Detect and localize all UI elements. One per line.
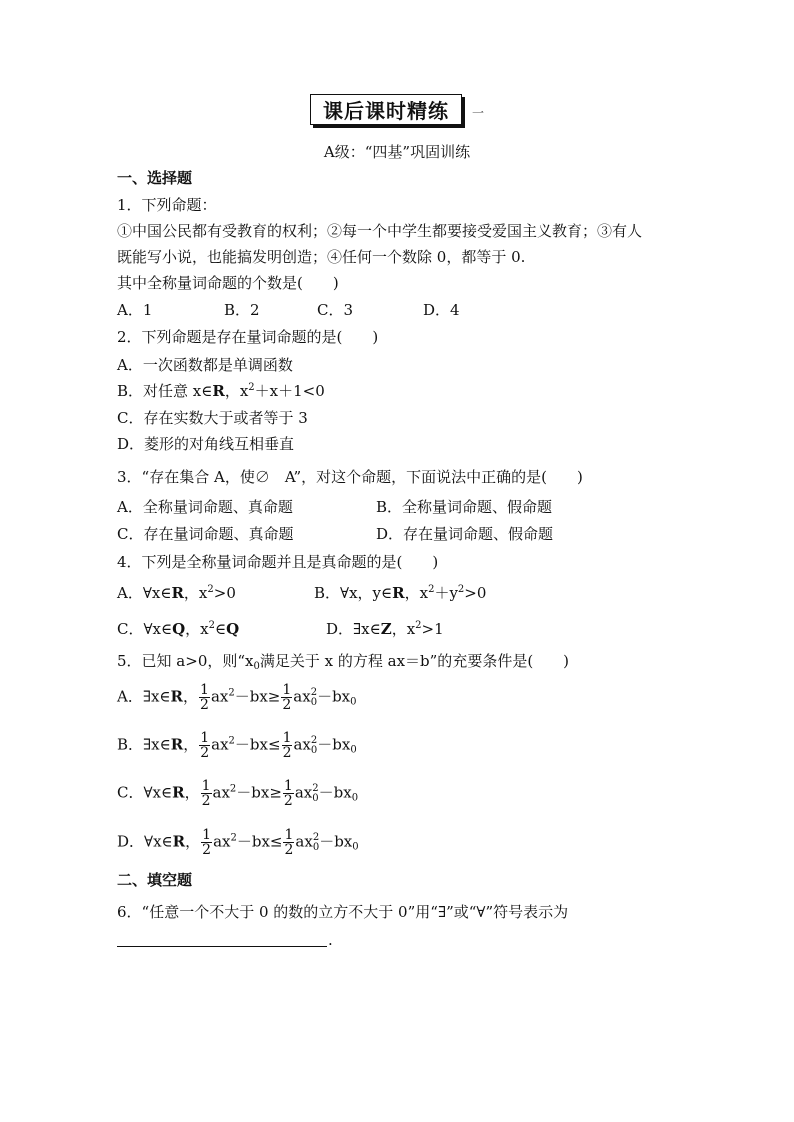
page-title-text: 课后课时精练 (323, 99, 449, 123)
q3-option-a: A．全称量词命题、真命题 (117, 498, 293, 516)
page-subtitle: A级：“四基”巩固训练 (323, 143, 471, 161)
q5-lhs-term: ax (211, 735, 229, 754)
q1-option-c: C．3 (317, 301, 354, 319)
q5-rhs-term: ax (295, 832, 313, 851)
q1-line3: 其中全称量词命题的个数是( ) (117, 274, 339, 292)
q5-quantifier: D．∀x∈ (117, 832, 173, 851)
q5-rhs-sub2: 0 (352, 841, 359, 853)
q4-option-c: C．∀x∈Q，$x^2\in Q$ (117, 620, 240, 638)
q5-rhs-fraction-numerator: 1 (284, 827, 294, 843)
q5-rhs-rest: －bx (319, 832, 353, 851)
q5-set: R (170, 687, 184, 706)
q5-rhs-exp: 2 (312, 782, 319, 794)
q5-rhs-fraction-denominator: 2 (282, 745, 292, 761)
q5-rhs-sub: 0 (312, 841, 320, 853)
title-mark: 一 (472, 106, 485, 120)
q5-set: R (172, 832, 186, 851)
q5-rhs-fraction-denominator: 2 (284, 842, 294, 858)
q5-quantifier: C．∀x∈ (117, 783, 173, 802)
q5-stem: 5．已知 a>0，则“$x_0$满足关于 x 的方程 ax＝b”的充要条件是( ) (117, 652, 570, 672)
q5-rhs-sub: 0 (310, 696, 318, 708)
q5-rhs-fraction-numerator: 1 (283, 778, 293, 794)
q3-option-c: C．存在量词命题、真命题 (117, 525, 294, 543)
q5-lhs-term: ax (210, 687, 229, 706)
q5-lhs-term: ax (213, 832, 231, 851)
q5-rhs-sub: 0 (310, 744, 318, 756)
q5-rhs-fraction-denominator: 2 (283, 793, 293, 809)
q5-lhs-fraction (201, 779, 212, 808)
q5-comma: ， (184, 783, 200, 802)
q5-lhs-fraction-numerator: 1 (201, 778, 211, 794)
q5-rhs-term: ax (294, 783, 313, 802)
q5-lhs-fraction (201, 828, 212, 857)
q3-option-d: D．存在量词命题、假命题 (376, 525, 554, 543)
q5-rhs-fraction (282, 731, 293, 760)
q5-option-a (117, 683, 357, 712)
q2-option-a: A．一次函数都是单调函数 (117, 356, 293, 374)
q5-comma: ， (185, 832, 201, 851)
q5-relation: ≥ (269, 783, 282, 802)
q5-lhs-exp: 2 (229, 783, 237, 795)
q6-end-period: . (328, 931, 333, 949)
q5-lhs-exp: 2 (228, 687, 235, 699)
q5-rhs-fraction (283, 779, 294, 808)
q5-rhs-exp: 2 (312, 831, 320, 843)
q2-option-b: B．对任意 x∈R，$x^2+x+1<0$ (117, 382, 325, 400)
q5-lhs-fraction (199, 731, 210, 760)
q4-stem: 4．下列是全称量词命题并且是真命题的是( ) (117, 553, 439, 571)
q5-option-c (117, 779, 358, 808)
q2-option-d: D．菱形的对角线互相垂直 (117, 435, 295, 453)
q2-option-c: C．存在实数大于或者等于 3 (117, 409, 308, 427)
q5-rhs-fraction (283, 828, 294, 857)
q5-lhs-fraction-denominator: 2 (200, 697, 209, 713)
q5-lhs-rest: －bx (236, 832, 270, 851)
q6-answer-blank[interactable] (117, 945, 327, 947)
q5-rhs-rest: －bx (317, 687, 351, 706)
q5-comma: ， (183, 687, 199, 706)
q5-lhs-fraction-numerator: 1 (200, 682, 209, 698)
q2-stem: 2．下列命题是存在量词命题的是( ) (117, 328, 379, 346)
q5-set: R (170, 735, 184, 754)
q1-option-b: B．2 (224, 301, 260, 319)
q1-option-d: D．4 (423, 301, 460, 319)
q5-lhs-rest: －bx (234, 687, 268, 706)
q5-rhs-exp: 2 (310, 686, 318, 698)
q5-lhs-fraction-numerator: 1 (200, 730, 210, 746)
q5-rhs-sub2: 0 (350, 696, 357, 708)
q5-lhs-fraction-numerator: 1 (202, 827, 212, 843)
q5-rhs-sub: 0 (312, 792, 319, 804)
q3-option-b: B．全称量词命题、假命题 (376, 498, 553, 516)
q5-rhs-rest: －bx (318, 783, 352, 802)
q5-relation: ≤ (269, 832, 283, 851)
q4-option-a: A．∀x∈R，$x^2>0$ (117, 584, 236, 602)
q5-lhs-rest: －bx (234, 735, 268, 754)
q5-quantifier: B．∃x∈ (117, 735, 171, 754)
q5-option-b (117, 731, 357, 760)
q5-rhs-fraction-numerator: 1 (282, 730, 292, 746)
q5-relation: ≥ (267, 687, 281, 706)
q5-relation: ≤ (267, 735, 281, 754)
q5-rhs-fraction (281, 683, 292, 712)
q5-rhs-rest: －bx (317, 735, 351, 754)
q5-rhs-term: ax (293, 735, 311, 754)
q5-lhs-fraction (199, 683, 210, 712)
q5-rhs-sub2: 0 (350, 744, 357, 756)
q5-lhs-exp: 2 (230, 832, 237, 844)
q5-rhs-fraction-numerator: 1 (282, 682, 292, 698)
q4-option-b: B．∀x，y∈R，$x^2+y^2>0$ (314, 584, 487, 602)
q5-rhs-exp: 2 (310, 734, 318, 746)
q5-lhs-fraction-denominator: 2 (200, 745, 210, 761)
q5-lhs-rest: －bx (236, 783, 270, 802)
q5-set: R (172, 783, 185, 802)
q5-rhs-sub2: 0 (351, 792, 359, 804)
q5-rhs-term: ax (293, 687, 311, 706)
q6-stem: 6．“任意一个不大于 0 的数的立方不大于 0”用“∃”或“∀”符号表示为 (117, 903, 569, 921)
q4-option-d: D．∃x∈Z，$x^2>1$ (326, 620, 444, 638)
q5-comma: ， (183, 735, 199, 754)
q5-quantifier: A．∃x∈ (117, 687, 171, 706)
q5-lhs-term: ax (212, 783, 230, 802)
q5-lhs-exp: 2 (228, 735, 235, 747)
q5-rhs-fraction-denominator: 2 (282, 697, 292, 713)
page-title (310, 94, 462, 125)
q5-lhs-fraction-denominator: 2 (202, 842, 212, 858)
q5-option-d (117, 828, 359, 857)
q1-option-a: A．1 (117, 301, 153, 319)
q3-stem: 3．“存在集合 A，使∅ A”，对这个命题，下面说法中正确的是( ) (117, 468, 583, 486)
section-heading-choice: 一、选择题 (117, 169, 193, 187)
q1-stem: 1．下列命题： (117, 196, 217, 214)
q5-lhs-fraction-denominator: 2 (201, 793, 211, 809)
q1-line1: ①中国公民都有受教育的权利；②每一个中学生都要接受爱国主义教育；③有人 (117, 222, 643, 240)
section-heading-fill: 二、填空题 (117, 871, 193, 889)
q1-line2: 既能写小说，也能搞发明创造；④任何一个数除 0，都等于 0. (117, 248, 526, 266)
